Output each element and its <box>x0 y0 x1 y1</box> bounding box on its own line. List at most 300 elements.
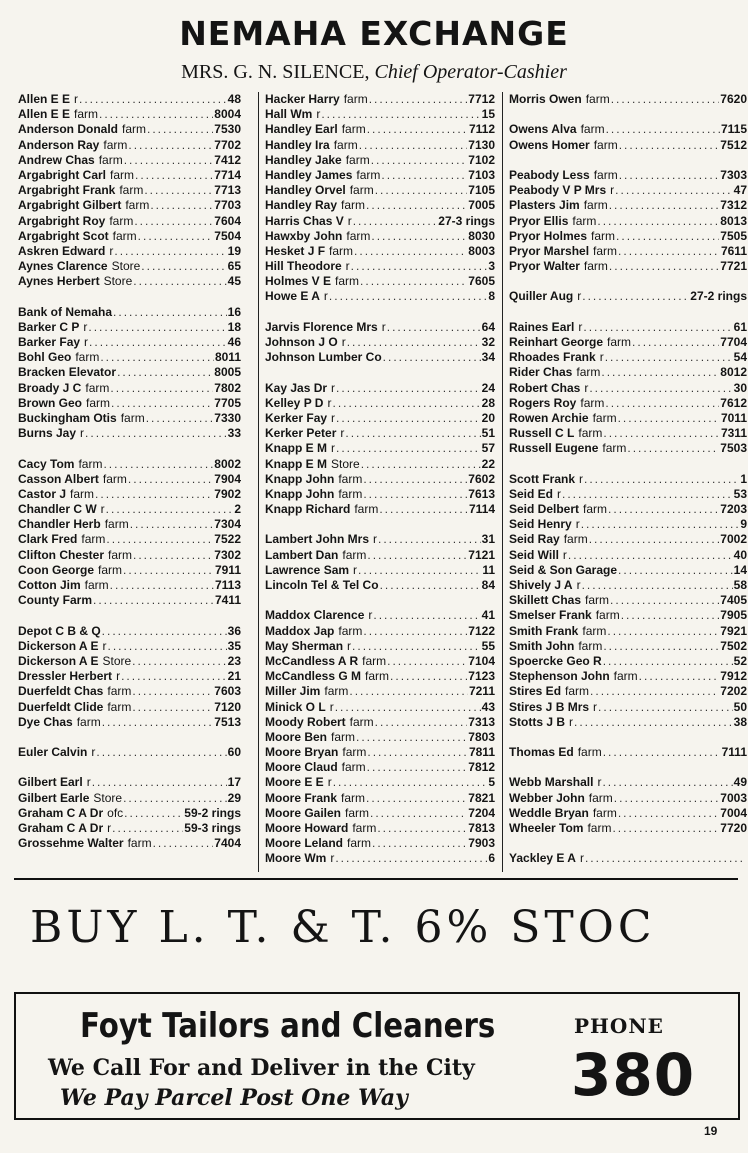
listing-name: Grossehme Walter <box>18 836 124 851</box>
listing-detail: farm <box>104 517 129 532</box>
listing-number: 7821 <box>468 790 495 805</box>
listing-number: 7703 <box>214 198 241 213</box>
listing-name: Yackley E A <box>509 851 576 866</box>
listing-row <box>265 457 495 472</box>
listing-row <box>265 745 495 760</box>
listing-detail: r <box>327 395 332 410</box>
listing-row <box>509 517 747 532</box>
listing-row <box>265 821 495 836</box>
leader-dots <box>354 244 467 259</box>
listing-detail: farm <box>356 167 381 182</box>
listing-number: 3 <box>488 259 495 274</box>
ad-phone-label: PHONE <box>574 1014 664 1038</box>
listing-name: Casson Albert <box>18 471 99 486</box>
listing-detail: farm <box>324 684 349 699</box>
leader-dots <box>621 608 720 623</box>
leader-dots <box>632 335 719 350</box>
leader-dots <box>117 365 213 380</box>
leader-dots <box>336 441 481 456</box>
leader-dots <box>603 654 733 669</box>
leader-dots <box>387 320 481 335</box>
listing-name: Handley Ray <box>265 198 338 213</box>
leader-dots <box>367 548 467 563</box>
leader-dots <box>102 624 227 639</box>
listing-row <box>509 608 747 623</box>
listing-number: 7122 <box>468 623 495 638</box>
listing-number: 31 <box>481 532 495 547</box>
listing-number: 7005 <box>468 198 495 213</box>
listing-detail: farm <box>583 198 608 213</box>
listing-detail: r <box>373 532 378 547</box>
listing-detail: farm <box>110 167 135 182</box>
listing-name: Barker Fay <box>18 335 81 349</box>
listing-name: Pryor Holmes <box>509 228 588 243</box>
listing-row <box>265 122 495 137</box>
listing-detail: farm <box>109 213 134 228</box>
listing-name: Miller Jim <box>265 684 321 699</box>
listing-detail: r <box>597 775 602 790</box>
listing-number: 7904 <box>214 471 241 486</box>
listing-row <box>18 92 241 107</box>
leader-dots <box>639 669 720 684</box>
listing-number: 7712 <box>468 92 495 106</box>
listing-row <box>18 700 241 715</box>
listing-number: 7412 <box>214 152 241 167</box>
listing-number: 46 <box>227 335 241 349</box>
leader-dots <box>114 244 226 259</box>
listing-row <box>265 684 495 699</box>
listing-detail: Store <box>331 456 360 471</box>
listing-row <box>18 578 241 593</box>
listing-row <box>265 608 495 623</box>
listing-number: 7911 <box>214 562 241 577</box>
listing-number: 7130 <box>468 137 495 152</box>
listing-detail: farm <box>577 745 602 760</box>
listing-name: Depot C B & Q <box>18 623 101 638</box>
listing-number: 7522 <box>214 532 241 547</box>
leader-dots <box>375 715 468 730</box>
listing-row <box>265 214 495 229</box>
listing-name: McCandless A R <box>265 653 359 668</box>
listing-name: May Sherman <box>265 638 344 653</box>
listing-detail: r <box>83 319 88 334</box>
listing-row <box>265 350 495 365</box>
listing-number: 7902 <box>214 486 241 501</box>
leader-dots <box>589 381 732 396</box>
listing-name: Broady J C <box>18 380 82 395</box>
listing-row <box>18 836 241 851</box>
listing-number: 54 <box>733 350 747 365</box>
leader-dots <box>380 578 481 593</box>
listing-number: 9 <box>740 517 747 532</box>
page-number: 19 <box>704 1124 718 1138</box>
listing-row <box>265 548 495 563</box>
listing-detail: farm <box>343 92 368 106</box>
listing-row <box>509 654 747 669</box>
listing-number: 7312 <box>720 198 747 213</box>
listing-detail: r <box>102 638 107 653</box>
leader-dots <box>128 138 213 153</box>
listing-detail: r <box>584 380 589 395</box>
listing-name: Chandler C W <box>18 502 97 517</box>
leader-dots <box>121 669 227 684</box>
listing-number: 7720 <box>720 821 747 835</box>
listing-name: Duerfeldt Chas <box>18 684 104 699</box>
listing-name: Quiller Aug <box>509 289 574 304</box>
leader-dots <box>133 548 213 563</box>
leader-dots <box>373 608 480 623</box>
listing-number: 18 <box>227 319 241 334</box>
section-gap <box>509 107 747 122</box>
leader-dots <box>590 684 719 699</box>
listing-row <box>265 168 495 183</box>
listing-detail: farm <box>354 502 379 517</box>
listing-detail: Store <box>103 274 133 289</box>
listing-detail: farm <box>78 456 103 471</box>
listing-number: 52 <box>733 653 747 668</box>
listing-row <box>509 700 747 715</box>
listing-detail: r <box>340 426 345 441</box>
listing-number: 58 <box>733 578 747 592</box>
listing-name: Rogers Roy <box>509 395 577 410</box>
listing-row <box>18 684 241 699</box>
listing-number: 8030 <box>468 228 495 243</box>
listing-name: Moore Howard <box>265 821 349 835</box>
leader-dots <box>618 806 719 821</box>
ad-tagline-2: We Pay Parcel Post One Way <box>60 1085 408 1111</box>
listing-number: 7503 <box>720 441 747 456</box>
listing-row <box>509 138 747 153</box>
listing-number: 7803 <box>468 729 495 744</box>
listing-row <box>18 806 241 821</box>
listing-row <box>265 289 495 304</box>
listing-number: 7115 <box>720 122 747 137</box>
ad-tagline-1: We Call For and Deliver in the City <box>48 1055 475 1081</box>
listing-row <box>509 198 747 213</box>
listing-detail: r <box>316 107 321 122</box>
listing-detail: farm <box>578 426 603 441</box>
listing-name: Argabright Roy <box>18 213 106 228</box>
listing-name: Skillett Chas <box>509 593 582 608</box>
listing-detail: farm <box>591 228 616 243</box>
leader-dots <box>124 153 214 168</box>
listing-name: County Farm <box>18 593 93 608</box>
listing-detail: r <box>331 410 336 425</box>
listing-detail: r <box>84 335 89 349</box>
listing-name: Anderson Ray <box>18 137 100 152</box>
listing-name: Castor J <box>18 486 67 501</box>
listing-number: 8012 <box>720 365 747 380</box>
leader-dots <box>366 198 467 213</box>
section-gap <box>509 730 747 745</box>
listing-name: Moore Claud <box>265 760 338 775</box>
listing-row <box>265 335 495 350</box>
listing-number: 7411 <box>214 593 241 608</box>
listing-row <box>18 350 241 365</box>
listing-name: Gilbert Earle <box>18 790 90 805</box>
listing-detail: farm <box>607 335 632 349</box>
listing-name: Plasters Jim <box>509 198 580 213</box>
listing-detail: farm <box>592 410 617 425</box>
leader-dots <box>329 289 487 304</box>
leader-dots <box>110 381 213 396</box>
listing-name: Seid & Son Garage <box>509 562 618 577</box>
listing-detail: r <box>577 289 582 304</box>
listing-detail: r <box>100 502 105 517</box>
listing-detail: r <box>74 92 79 106</box>
section-gap <box>509 274 747 289</box>
listing-number: 7202 <box>720 684 747 699</box>
listing-detail: farm <box>341 122 366 137</box>
listing-name: Handley Earl <box>265 122 338 137</box>
listing-name: Handley Ira <box>265 137 330 152</box>
listing-row <box>509 851 747 866</box>
listing-name: Knapp Richard <box>265 502 351 517</box>
listing-row <box>265 107 495 122</box>
listing-name: Lincoln Tel & Tel Co <box>265 578 379 592</box>
listing-number: 7505 <box>720 228 747 243</box>
leader-dots <box>609 198 720 213</box>
listing-number: 48 <box>227 92 241 106</box>
listing-name: Lambert Dan <box>265 547 339 562</box>
listing-name: Rider Chas <box>509 365 573 380</box>
listing-row <box>18 305 241 320</box>
listing-row <box>509 593 747 608</box>
listing-detail: farm <box>347 836 372 851</box>
listing-number: 20 <box>481 410 495 425</box>
listing-row <box>509 624 747 639</box>
section-gap <box>509 760 747 775</box>
listing-name: Moore E E <box>265 775 324 790</box>
listing-row <box>509 122 747 137</box>
listing-detail: farm <box>107 684 132 699</box>
listing-number: 33 <box>227 426 241 441</box>
listing-row <box>18 715 241 730</box>
listing-detail: r <box>347 213 352 228</box>
listing-detail: farm <box>102 471 127 486</box>
listing-name: Pryor Ellis <box>509 213 569 228</box>
leader-dots <box>562 487 733 502</box>
leader-dots <box>353 214 438 229</box>
listing-name: Scott Frank <box>509 471 576 486</box>
listing-detail: r <box>86 775 91 790</box>
listing-number: 7204 <box>468 805 495 820</box>
leader-dots <box>610 593 719 608</box>
listing-row <box>265 487 495 502</box>
listing-number: 7612 <box>720 395 747 410</box>
listing-row <box>18 669 241 684</box>
listing-row <box>18 259 241 274</box>
listing-number: 17 <box>227 775 241 790</box>
ad-business-name: Foyt Tailors and Cleaners <box>80 1006 496 1046</box>
listing-number: 65 <box>227 259 241 274</box>
leader-dots <box>619 138 720 153</box>
leader-dots <box>618 563 733 578</box>
listing-row <box>18 821 241 836</box>
listing-number: 7405 <box>720 593 747 608</box>
leader-dots <box>379 502 468 517</box>
listing-row <box>265 411 495 426</box>
listing-row <box>265 229 495 244</box>
leader-dots <box>130 517 214 532</box>
listing-name: Cacy Tom <box>18 456 75 471</box>
listing-name: Wheeler Tom <box>509 821 584 835</box>
listing-row <box>18 381 241 396</box>
listing-number: 21 <box>227 669 241 684</box>
listing-number: 7721 <box>720 259 747 274</box>
listing-row <box>265 441 495 456</box>
leader-dots <box>361 457 481 472</box>
listing-detail: r <box>579 851 584 866</box>
listing-detail: farm <box>120 410 145 425</box>
leader-dots <box>110 578 214 593</box>
listing-detail: r <box>331 380 336 395</box>
listing-row <box>265 396 495 411</box>
listing-row <box>265 760 495 775</box>
listing-row <box>18 548 241 563</box>
listing-name: Dickerson A E <box>18 638 99 653</box>
listing-name: Kelley P D <box>265 395 324 410</box>
listing-number: 43 <box>481 699 495 714</box>
listing-detail: r <box>569 714 574 729</box>
listing-detail: farm <box>585 92 610 106</box>
listing-detail: farm <box>81 532 106 547</box>
listing-number: 15 <box>481 107 495 122</box>
listing-row <box>265 244 495 259</box>
listing-number: 7903 <box>468 836 495 851</box>
section-gap <box>18 760 241 775</box>
listing-detail: farm <box>578 638 603 653</box>
listing-row <box>18 487 241 502</box>
listing-row <box>265 274 495 289</box>
listing-number: 7702 <box>214 137 241 152</box>
listing-name: Webb Marshall <box>509 775 594 790</box>
listing-row <box>18 335 241 350</box>
listing-name: Maddox Clarence <box>265 608 365 623</box>
listing-detail: farm <box>103 137 128 152</box>
listing-number: 36 <box>227 623 241 638</box>
listing-name: Peabody V P Mrs <box>509 183 607 198</box>
leader-dots <box>347 335 481 350</box>
listing-row <box>265 836 495 851</box>
leader-dots <box>102 715 214 730</box>
listing-detail: farm <box>593 243 618 258</box>
listing-name: Aynes Clarence <box>18 259 108 274</box>
leader-dots <box>612 821 719 836</box>
leader-dots <box>99 107 213 122</box>
listing-name: Webber John <box>509 790 585 805</box>
listing-number: 7704 <box>720 335 747 349</box>
leader-dots <box>89 335 227 350</box>
listing-number: 7530 <box>214 122 241 137</box>
leader-dots <box>363 472 467 487</box>
listing-row <box>18 153 241 168</box>
listing-number: 7113 <box>214 578 241 592</box>
listing-name: Jarvis Florence Mrs <box>265 319 378 334</box>
listing-row <box>18 365 241 380</box>
section-gap <box>509 153 747 168</box>
listing-row <box>18 775 241 790</box>
listing-detail: farm <box>563 532 588 547</box>
listing-number: 64 <box>481 319 495 334</box>
listing-number: 40 <box>733 547 747 562</box>
listing-row <box>509 335 747 350</box>
listing-detail: farm <box>119 183 144 198</box>
listing-name: Brown Geo <box>18 395 83 410</box>
listing-detail: farm <box>76 714 101 729</box>
listing-name: Raines Earl <box>509 319 575 334</box>
leader-dots <box>367 745 468 760</box>
leader-dots <box>150 198 213 213</box>
listing-name: Johnson Lumber Co <box>265 350 382 365</box>
listing-detail: r <box>345 259 350 274</box>
listing-row <box>18 396 241 411</box>
listing-name: Knapp E M <box>265 441 327 456</box>
listing-number: 55 <box>481 638 495 653</box>
listing-row <box>265 851 495 866</box>
leader-dots <box>584 472 739 487</box>
leader-dots <box>369 92 468 107</box>
section-divider <box>14 878 738 880</box>
listing-row <box>265 92 495 107</box>
listing-name: Minick O L <box>265 699 326 714</box>
listing-number: 50 <box>733 699 747 714</box>
listing-name: Holmes V E <box>265 274 332 289</box>
listing-detail: r <box>593 699 598 714</box>
leader-dots <box>106 532 213 547</box>
listing-number: 8 <box>488 289 495 304</box>
listing-detail: Store <box>102 653 132 668</box>
leader-dots <box>585 851 746 866</box>
operator-role: Chief Operator-Cashier <box>374 61 567 83</box>
listing-number: 7104 <box>468 653 495 668</box>
listing-number: 7513 <box>214 714 241 729</box>
listing-row <box>265 138 495 153</box>
leader-dots <box>583 320 732 335</box>
listing-row <box>18 122 241 137</box>
listing-row <box>509 487 747 502</box>
leader-dots <box>597 214 719 229</box>
section-gap <box>18 730 241 745</box>
listing-number: 7120 <box>214 699 241 714</box>
listing-detail: farm <box>341 790 366 805</box>
listing-number: 7123 <box>468 669 495 684</box>
leader-dots <box>134 214 213 229</box>
leader-dots <box>611 92 720 107</box>
listing-detail: farm <box>98 562 123 577</box>
listing-row <box>509 745 747 760</box>
listing-detail: farm <box>595 608 620 623</box>
listing-detail: r <box>327 775 332 790</box>
listing-row <box>509 229 747 244</box>
listing-detail: r <box>562 547 567 562</box>
leader-dots <box>371 153 468 168</box>
listing-name: Kay Jas Dr <box>265 380 328 395</box>
leader-dots <box>123 563 214 578</box>
leader-dots <box>582 289 689 304</box>
listing-number: 38 <box>733 714 747 729</box>
listing-detail: farm <box>125 198 150 213</box>
listing-detail: r <box>578 319 583 334</box>
listing-row <box>509 259 747 274</box>
listing-name: Stephenson John <box>509 669 610 684</box>
listing-detail: farm <box>602 441 627 456</box>
listing-name: Moore Frank <box>265 790 338 805</box>
listing-detail: farm <box>338 471 363 486</box>
listing-row <box>265 472 495 487</box>
listing-name: Hacker Harry <box>265 92 340 106</box>
listing-name: Seid Will <box>509 547 559 562</box>
